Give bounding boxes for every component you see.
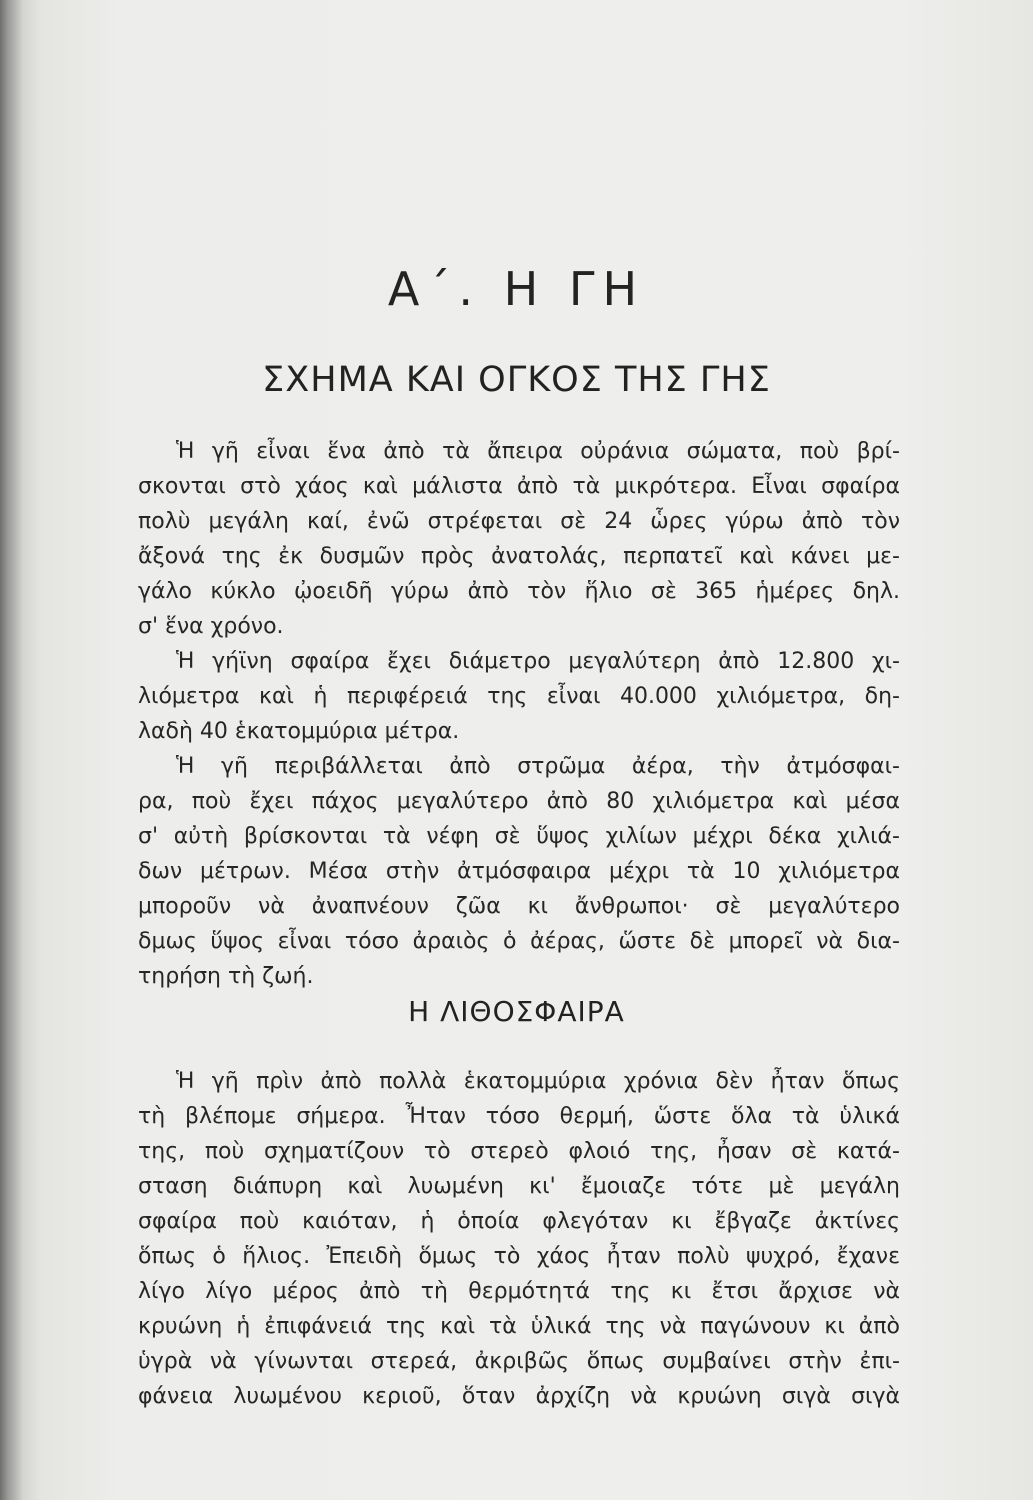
paragraph-line: Ἡ γῆ εἶναι ἕνα ἀπὸ τὰ ἄπειρα οὐράνια σώματα, ποὺ βρί- (176, 439, 900, 464)
paragraph-line: σφαίρα ποὺ καιόταν, ἡ ὁποία φλεγόταν κι ἔβγαζε ἀκτίνες (138, 1209, 900, 1234)
paragraph-line: δμως ὕψος εἶναι τόσο ἀραιὸς ὁ ἀέρας, ὥστε δὲ μπορεῖ νὰ δια- (138, 929, 900, 954)
paragraph-line: μποροῦν νὰ ἀναπνέουν ζῶα κι ἄνθρωποι· σὲ μεγαλύτερο (138, 894, 900, 919)
paragraph-line: λαδὴ 40 ἑκατομμύρια μέτρα. (138, 719, 460, 744)
paragraph-line: τὴ βλέπομε σήμερα. Ἦταν τόσο θερμή, ὥστε ὅλα τὰ ὑλικά (138, 1104, 900, 1129)
paragraph-line: σ' αὐτὴ βρίσκονται τὰ νέφη σὲ ὕψος χιλίων μέχρι δέκα χιλιά- (138, 824, 900, 849)
paragraph-line: σκονται στὸ χάος καὶ μάλιστα ἀπὸ τὰ μικρότερα. Εἶναι σφαίρα (138, 474, 900, 499)
chapter-heading: Α΄. Η ΓΗ (387, 262, 646, 316)
paragraph-line: δων μέτρων. Μέσα στὴν ἀτμόσφαιρα μέχρι τὰ 10 χιλιόμετρα (138, 859, 900, 884)
section-title-lithosphere: Η ΛΙΘΟΣΦΑΙΡΑ (408, 995, 625, 1028)
paragraph-line: ἄξονά της ἐκ δυσμῶν πρὸς ἀνατολάς, περπατεῖ καὶ κάνει με- (138, 544, 900, 569)
paragraph-line: φάνεια λυωμένου κεριοῦ, ὅταν ἀρχίζη νὰ κρυώνη σιγὰ σιγὰ (138, 1384, 900, 1409)
paragraph-line: της, ποὺ σχηματίζουν τὸ στερεὸ φλοιό της, ἦσαν σὲ κατά- (138, 1139, 900, 1164)
paragraph-line: Ἡ γῆ πρὶν ἀπὸ πολλὰ ἑκατομμύρια χρόνια δὲν ἦταν ὅπως (176, 1069, 900, 1094)
paragraph-line: σταση διάπυρη καὶ λυωμένη κι' ἔμοιαζε τότε μὲ μεγάλη (138, 1174, 900, 1199)
paragraph-line: τηρήση τὴ ζωή. (138, 964, 314, 989)
section-title-shape-and-volume: ΣΧΗΜΑ ΚΑΙ ΟΓΚΟΣ ΤΗΣ ΓΗΣ (262, 360, 771, 400)
paragraph-line: Ἡ γῆ περιβάλλεται ἀπὸ στρῶμα ἀέρα, τὴν ἀτμόσφαι- (176, 754, 900, 779)
page-gutter-shadow (0, 0, 22, 1500)
paragraph-line: σ' ἕνα χρόνο. (138, 614, 284, 639)
paragraph-line: ὅπως ὁ ἥλιος. Ἐπειδὴ ὅμως τὸ χάος ἦταν πολὺ ψυχρό, ἔχανε (138, 1244, 900, 1269)
paragraph-line: κρυώνη ἡ ἐπιφάνειά της καὶ τὰ ὑλικά της νὰ παγώνουν κι ἀπὸ (138, 1314, 900, 1339)
paragraph-line: ρα, ποὺ ἔχει πάχος μεγαλύτερο ἀπὸ 80 χιλιόμετρα καὶ μέσα (138, 789, 900, 814)
paragraph-line: λιόμετρα καὶ ἡ περιφέρειά της εἶναι 40.000 χιλιόμετρα, δη- (138, 684, 900, 709)
paragraph-line: πολὺ μεγάλη καί, ἐνῶ στρέφεται σὲ 24 ὧρες γύρω ἀπὸ τὸν (138, 509, 900, 534)
paragraph-line: ὑγρὰ νὰ γίνωνται στερεά, ἀκριβῶς ὅπως συμβαίνει στὴν ἐπι- (138, 1349, 900, 1374)
paragraph-line: γάλο κύκλο ᾠοειδῆ γύρω ἀπὸ τὸν ἥλιο σὲ 365 ἡμέρες δηλ. (138, 579, 900, 604)
paragraph-line: λίγο λίγο μέρος ἀπὸ τὴ θερμότητά της κι ἔτσι ἄρχισε νὰ (138, 1279, 900, 1304)
paragraph-line: Ἡ γήϊνη σφαίρα ἔχει διάμετρο μεγαλύτερη ἀπὸ 12.800 χι- (176, 649, 900, 674)
